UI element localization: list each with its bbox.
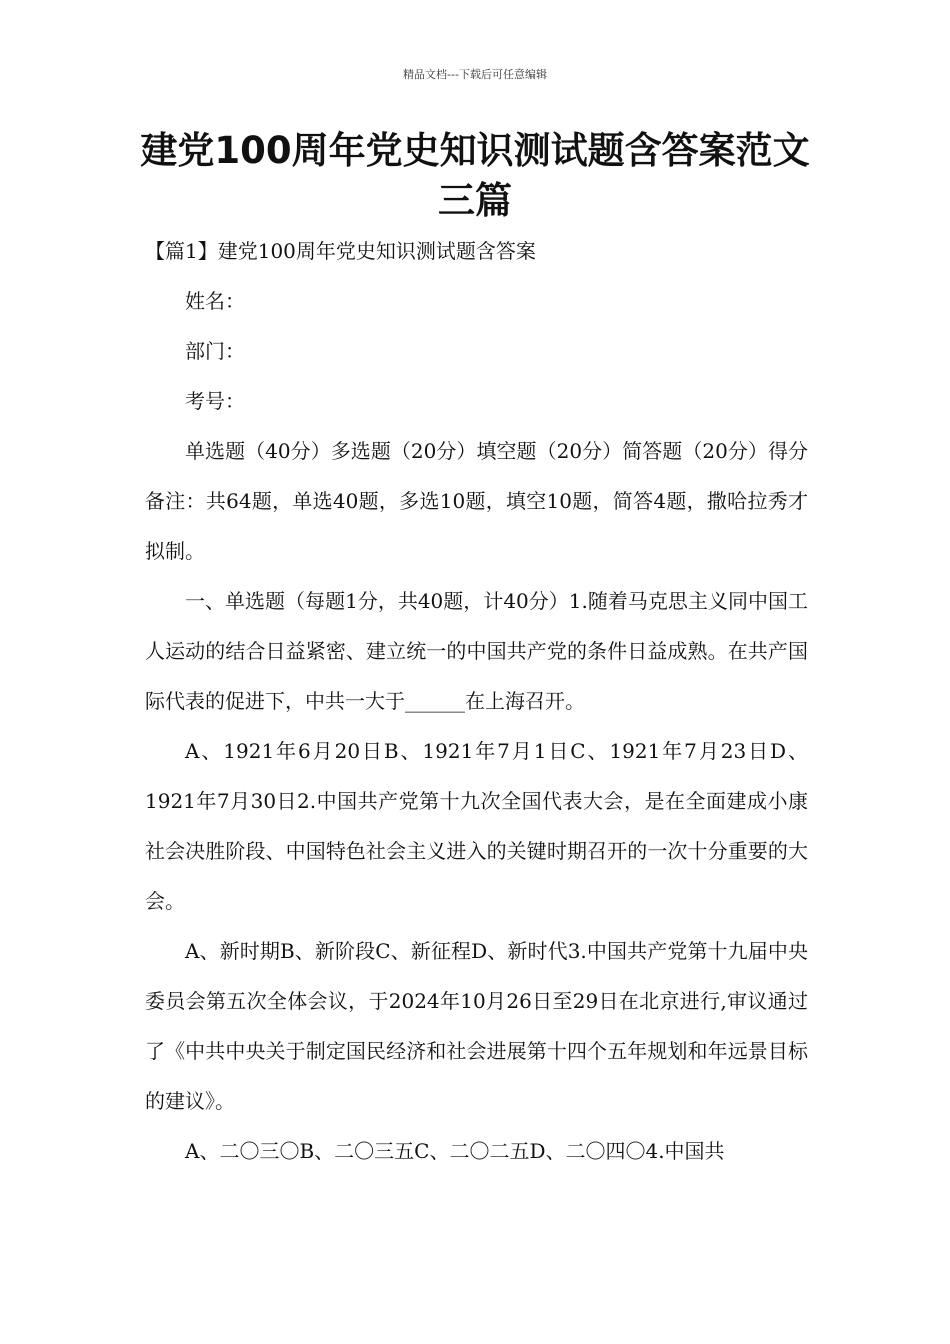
question-paragraph: A、新时期B、新阶段C、新征程D、新时代3.中国共产党第十九届中央委员会第五次全体会议，于2024年10月26日至29日在北京进行,审议通过了《中共中央关于制定国民经济和社会进展第十四个五年规划和年远景目标的建议》。	[145, 939, 808, 1113]
question-paragraph: A、二〇三〇B、二〇三五C、二〇二五D、二〇四〇4.中国共	[185, 1139, 725, 1163]
section-heading: 【篇1】建党100周年党史知识测试题含答案	[145, 239, 536, 263]
name-field-label: 姓名：	[185, 289, 245, 313]
department-field-label: 部门：	[185, 339, 245, 363]
exam-number-field-label: 考号：	[185, 389, 245, 413]
score-summary-paragraph: 单选题（40分）多选题（20分）填空题（20分）简答题（20分）得分备注：共64题，单选40题，多选10题，填空10题，简答4题，撒哈拉秀才拟制。	[145, 439, 808, 563]
document-title: 建党100周年党史知识测试题含答案范文三篇	[140, 129, 810, 222]
question-paragraph: A、1921年6月20日B、1921年7月1日C、1921年7月23日D、1921年7月30日2.中国共产党第十九次全国代表大会，是在全面建成小康社会决胜阶段、中国特色社会主义进入的关键时期召开的一次十分重要的大会。	[145, 739, 808, 913]
document-body	[145, 226, 808, 1176]
page-header-note: 精品文档---下载后可任意编辑	[403, 68, 547, 81]
question-paragraph: 一、单选题（每题1分，共40题，计40分）1.随着马克思主义同中国工人运动的结合日益紧密、建立统一的中国共产党的条件日益成熟。在共产国际代表的促进下，中共一大于______在上海召开。	[145, 589, 808, 713]
